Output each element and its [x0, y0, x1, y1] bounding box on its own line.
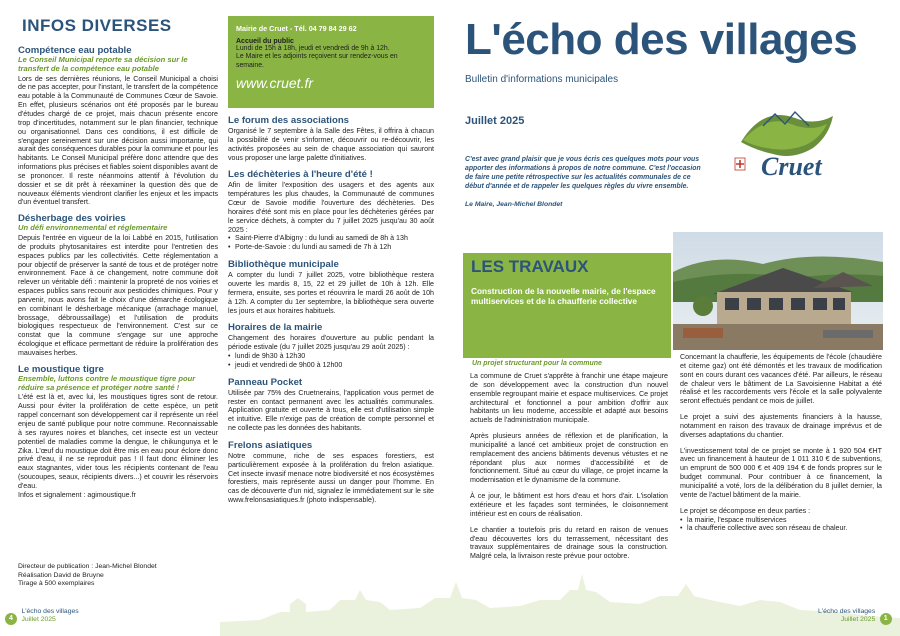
article-body: A compter du lundi 7 juillet 2025, votre bibliothèque restera ouverte les mardis 8, 15, 22 et 29 juillet de 10h à 12h. Elle fermera, ensuite, ses portes et réouvrira le mardi 26 août de 10h à 12h. A compter du 1er septembre, la bibliothèque sera ouverte les jours et aux horaires habituels.	[228, 271, 434, 315]
website-link[interactable]: www.cruet.fr	[236, 74, 314, 91]
travaux-column-1	[470, 372, 668, 561]
article-heading: Désherbage des voiries	[18, 213, 126, 225]
section-title-infos-diverses: INFOS DIVERSES	[22, 16, 172, 35]
village-skyline-decoration	[220, 560, 900, 636]
article-body: Utilisée par 75% des Cruetnerains, l'application vous permet de rester en contact permanent avec les actualités communales. Application gratuite et ouverte à tous, elle est d'utilisation simple et intuitive. Elle n'exige pas de création de compte personnel et ne collecte pas les données des habitants.	[228, 388, 434, 433]
travaux-tagline: Un projet structurant pour la commune	[472, 360, 602, 367]
article-body: Changement des horaires d'ouverture au public pendant la période estivale (du 7 juillet 2025 jusqu'au 29 août 2025) :	[228, 334, 434, 352]
article-subheading: Un défi environnemental et réglementaire	[18, 223, 168, 233]
article-desherbage	[18, 213, 218, 358]
article-bibliotheque	[228, 259, 434, 315]
article-heading: Frelons asiatiques	[228, 439, 313, 451]
page-number: 4	[5, 613, 17, 625]
article-heading: Le forum des associations	[228, 115, 350, 126]
page-footer-left	[5, 607, 79, 625]
article-heading: Le moustique tigre	[18, 363, 104, 375]
construction-site-photo	[673, 232, 883, 350]
article-forum	[228, 115, 434, 162]
list-item: • la chaufferie collective avec son réseau de chaleur.	[680, 524, 882, 533]
newsletter-title: L'écho des villages	[465, 15, 858, 64]
article-body: Afin de limiter l'exposition des usagers et des agents aux températures les plus chaudes, la Communauté de communes Cœur de Savoie modifie l'ouverture des déchèteries. Des horaires d'été sont mis en place pour les déchèteries gérées par le service déchets, à compter du 7 juillet 2025 jusqu'au 30 août 2025 :	[228, 181, 434, 234]
article-footer-link: Infos et signalement : agimoustique.fr	[18, 490, 136, 499]
footer-month: Juillet 2025	[840, 615, 876, 623]
footer-title: L'écho des villages	[818, 607, 876, 615]
article-paragraph: Le projet a suivi des ajustements financiers à la hausse, notamment en raison des travaux de drainage imprévus et de diverses adaptations du chantier.	[680, 413, 882, 439]
mairie-contact: Mairie de Cruet - Tél. 04 79 84 29 62	[236, 24, 357, 33]
article-heading: Bibliothèque municipale	[228, 259, 339, 271]
publication-credits	[18, 563, 218, 589]
article-heading: Horaires de la mairie	[228, 322, 323, 334]
article-body: Notre commune, riche de ses espaces forestiers, est particulièrement exposée à la prolifération du frelon asiatique. Cet insecte invasif menace notre biodiversité et nos écosystèmes forestiers, mais représente aussi un danger pour l'homme. En cas de découverte d'un nid, signalez le immédiatement sur le site www.frelonsasiatiques.fr (photo indispensable).	[228, 451, 434, 505]
page-footer-label	[818, 608, 875, 624]
article-body: Lors de ses dernières réunions, le Conseil Municipal a choisi de ne pas accepter, pour l'instant, le transfert de la compétence eau potable à la Communauté de Communes Cœur de Savoie. En effet, plusieurs scénarios ont été proposés par le bureau d'études chargé de ce projet, mais chacun présente encore trop d'incertitudes, notamment sur le plan financier, technique ou organisationnel. Dans ces conditions, il est difficile de s'engager sereinement sur une décision aussi importante, qui aurait des conséquences durables pour la commune et pour les habitants. Le Conseil Municipal préfère donc attendre que des informations plus précises et fiables soient disponibles avant de se prononcer. Il reste néanmoins attentif à l'évolution du dossier et se dit prêt à réexaminer la question dès que de nouveaux éléments viendront clarifier les enjeux et les impacts d'un éventuel transfert.	[18, 74, 218, 207]
infos-diverses-column	[18, 16, 218, 500]
issue-date: Juillet 2025	[465, 115, 525, 127]
article-eau-potable	[18, 45, 218, 207]
bullet-list	[228, 234, 434, 252]
hours-line: Le Maire et les adjoints reçoivent sur rendez-vous en semaine.	[236, 53, 398, 69]
article-moustique-tigre	[18, 364, 218, 500]
hours-line: Lundi de 15h à 18h, jeudi et vendredi de 9h à 12h.	[236, 45, 390, 52]
article-paragraph: L'investissement total de ce projet se monte à 1 920 504 €HT avec un financement à hauteur de 1 011 310 € de subventions, un emprunt de 500 000 € et 409 194 € de fonds propres sur le budget communal. Pour contribuer à ce financement, la municipalité a voté, lors de la délibération du 8 juillet dernier, la vente de l'actuel bâtiment de la mairie.	[680, 446, 882, 499]
list-item: • lundi de 9h30 à 12h30	[228, 352, 434, 361]
section-title-travaux: LES TRAVAUX	[471, 257, 589, 276]
travaux-header-box	[463, 253, 671, 358]
article-panneau-pocket	[228, 377, 434, 433]
article-decheteries	[228, 169, 434, 252]
logo-wordmark: Cruet	[761, 152, 822, 181]
article-paragraph: Le projet se décompose en deux parties :	[680, 506, 811, 515]
article-subheading: Le Conseil Municipal reporte sa décision sur le transfert de la compétence eau potable	[18, 55, 188, 73]
intro-text: C'est avec grand plaisir que je vous écris ces quelques mots pour vous apporter des informations à propos de notre commune. C'est l'occasion de faire une petite rétrospective sur les actualités communales de ce début d'année et de rappeler les quelques règles du vivre ensemble.	[465, 156, 701, 190]
article-horaires-mairie	[228, 322, 434, 369]
list-item: • jeudi et vendredi de 9h00 à 12h00	[228, 361, 434, 370]
bullet-list	[680, 516, 882, 534]
article-heading: Les déchèteries à l'heure d'été !	[228, 169, 373, 181]
article-subheading: Ensemble, luttons contre le moustique tigre pour réduire sa présence et protéger notre santé !	[18, 373, 196, 392]
travaux-column-2	[680, 353, 882, 533]
credit-realisation: Réalisation David de Bruyne	[18, 571, 104, 579]
footer-title: L'écho des villages	[21, 607, 79, 615]
article-paragraph: Le chantier a toutefois pris du retard en raison de venues d'eau découvertes lors du terrassement, nécessitant des travaux supplémentaires de drainage sous la construction. Malgré cela, la livraison reste prévue pour octobre.	[470, 525, 668, 561]
article-paragraph: La commune de Cruet s'apprête à franchir une étape majeure de son développement avec la construction d'un nouvel ensemble regroupant mairie et espace multiservices. Ce projet architectural et fonctionnel a pour ambition d'offrir aux habitants un lieu moderne, accessible et adapté aux besoins actuels de l'administration municipale.	[470, 372, 668, 425]
editorial-intro	[465, 155, 705, 208]
hours-heading: Accueil du public	[236, 38, 294, 45]
page-footer-right	[818, 607, 892, 625]
list-item: • Porte-de-Savoie : du lundi au samedi de 7h à 12h	[228, 243, 434, 252]
article-paragraph: À ce jour, le bâtiment est hors d'eau et hors d'air. L'isolation extérieure et les façades sont terminées, le cloisonnement intérieur est en cours de réalisation.	[470, 492, 668, 518]
newsletter-subtitle: Bulletin d'informations municipales	[465, 74, 619, 85]
article-body: Depuis l'entrée en vigueur de la loi Labbé en 2015, l'utilisation de produits phytosanitaires est interdite pour l'entretien des espaces publics par les collectivités. Cette réglementation a pour objectif de préserver la santé de tous et de protéger notre environnement. Face à ce changement, notre commune doit relever un véritable défi : maintenir la propreté de nos voiries et espaces publics sans recourir aux pesticides chimiques. Pour y parvenir, nous avons fait le choix d'une démarche écologique en combinant le désherbage mécanique (arrachage manuel, brossage, débroussaillage) et l'utilisation de produits biologiques respectueux de l'environnement. C'est sur ce constat que la commune s'engage sur une approche écologique et efficace permettant de réduire la prolifération des mauvaises herbes.	[18, 234, 218, 358]
intro-signature: Le Maire, Jean-Michel Blondet	[465, 201, 563, 208]
article-heading: Panneau Pocket	[228, 376, 303, 388]
article-paragraph: Concernant la chaufferie, les équipements de l'école (chaudière et citerne gaz) ont été démontés et les travaux de modification sont en cours durant ces vacances d'été. Par ailleurs, le réseau de chaleur vers le bâtiment de La Savoisienne Habitat a été réalisé et les raccordements vers l'école et la salle polyvalente seront effectués pendant ce mois de juillet.	[680, 353, 882, 406]
cruet-logo	[733, 96, 843, 188]
list-item: • la mairie, l'espace multiservices	[680, 516, 882, 525]
credit-tirage: Tirage à 500 exemplaires	[18, 580, 95, 588]
article-body: Organisé le 7 septembre à la Salle des Fêtes, il offrira à chacun la possibilité de venir s'informer, découvrir ou re-découvrir, les activités proposées au sein de chaque association qui sauront vous proposer une large palette d'initiatives.	[228, 127, 434, 162]
article-paragraph: Après plusieurs années de réflexion et de planification, la municipalité a lancé cet ambitieux projet de construction en remplacement des anciens bâtiments devenus vétustes et ne répondant plus aux normes d'accessibilité et de fonctionnement. Situé au cœur du village, ce projet incarne la modernisation et le dynamisme de la commune.	[470, 432, 668, 485]
article-heading: Compétence eau potable	[18, 45, 132, 56]
bullet-list	[228, 352, 434, 370]
article-frelons	[228, 440, 434, 505]
page-footer-label	[21, 608, 78, 624]
footer-month: Juillet 2025	[21, 615, 56, 623]
infos-column-2	[228, 16, 434, 505]
credit-director: Directeur de publication : Jean-Michel Blondet	[18, 563, 157, 570]
travaux-subtitle: Construction de la nouvelle mairie, de l'espace multiservices et de la chaufferie collective	[471, 286, 656, 306]
page-number: 1	[880, 613, 892, 625]
mairie-info-box	[228, 16, 434, 108]
list-item: • Saint-Pierre d'Albigny : du lundi au samedi de 8h à 13h	[228, 234, 434, 243]
article-body: L'été est là et, avec lui, les moustiques tigres sont de retour. Aussi pour éviter la prolifération de cette espèce, un petit rappel concernant son développement car il représente un réel enjeu de santé publique pour notre commune. Reconnaissable à ses rayures noires et blanches, cet insecte est un vecteur potentiel de maladies comme la dengue, le chikungunya et le Zika. L'œuf du moustique doit être mis en eau pour éclore donc privé d'eau, il ne se reproduit pas ! Il faut donc éliminer les eaux stagnantes, vider tous les récipients contenant de l'eau (soucoupes, seaux, récipients divers...) et couvrir les réservoirs d'eau.	[18, 393, 218, 490]
